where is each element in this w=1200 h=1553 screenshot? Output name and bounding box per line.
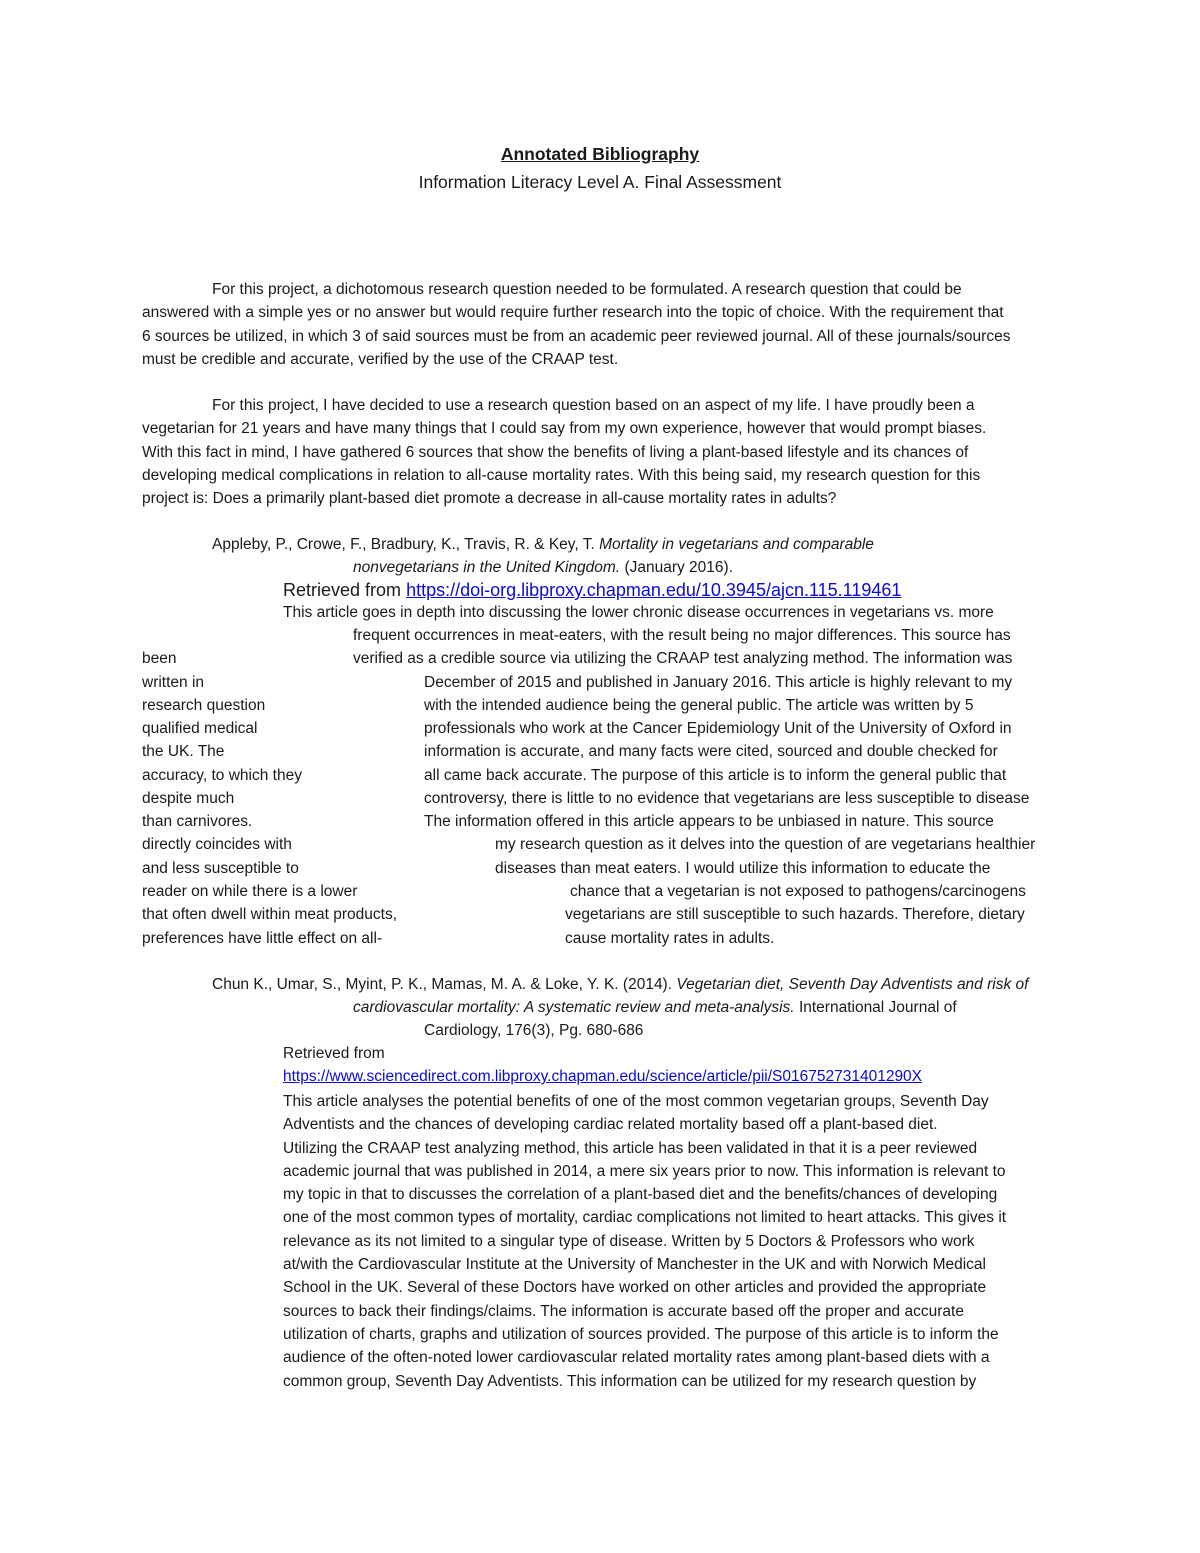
page-subtitle: Information Literacy Level A. Final Assessment: [418, 172, 782, 192]
ref1-annotation-line: December of 2015 and published in January 2016. This article is highly relevant to my: [424, 674, 1013, 691]
text-line: answered with a simple yes or no answer but would require further research into the topic of choice. With the requirement that: [142, 304, 1004, 322]
text-line: 6 sources be utilized, in which 3 of said sources must be from an academic peer reviewed journal. All of these journals/sources: [142, 327, 1011, 345]
ref1-annotation-line: verified as a credible source via utilizing the CRAAP test analyzing method. The information was: [353, 650, 1013, 667]
ref1-annotation-line: controversy, there is little to no evidence that vegetarians are less susceptible to disease: [424, 790, 1030, 807]
ref1-annotation-line: The information offered in this article appears to be unbiased in nature. This source: [424, 813, 994, 830]
ref1-citation-line-2: [353, 557, 733, 579]
text-line: common group, Seventh Day Adventists. This information can be utilized for my research question by: [283, 1372, 977, 1390]
ref1-left-fragment: and less susceptible to: [142, 860, 299, 877]
text-line: With this fact in mind, I have gathered 6 sources that show the benefits of living a plant-based lifestyle and its chances of: [142, 443, 969, 461]
intro-paragraph-1: [142, 278, 1062, 371]
text-line: one of the most common types of mortality, cardiac complications not limited to heart attacks. This gives it: [283, 1209, 1007, 1227]
ref1-annotation-line: This article goes in depth into discussing the lower chronic disease occurrences in vegetarians vs. more: [283, 604, 994, 621]
ref1-retrieved-line: [283, 579, 901, 601]
text-line: audience of the often-noted lower cardiovascular related mortality rates among plant-based diets with a: [283, 1349, 990, 1367]
ref1-annotation-line: all came back accurate. The purpose of this article is to inform the general public that: [424, 767, 1007, 784]
ref1-url-link[interactable]: https://doi-org.libproxy.chapman.edu/10.3945/ajcn.115.119461: [406, 580, 902, 600]
ref2-journal: International Journal of: [798, 999, 957, 1016]
ref1-authors: Appleby, P., Crowe, F., Bradbury, K., Travis, R. & Key, T.: [212, 536, 595, 553]
ref2-title-a: Vegetarian diet, Seventh Day Adventists and risk of: [676, 976, 1029, 993]
ref1-left-fragment: qualified medical: [142, 720, 258, 737]
ref1-annotation-line: with the intended audience being the general public. The article was written by 5: [424, 697, 974, 714]
ref1-title-b: nonvegetarians in the United Kingdom.: [353, 559, 621, 576]
ref1-retrieved-label: Retrieved from: [283, 580, 402, 600]
ref1-left-fragment: than carnivores.: [142, 813, 253, 830]
text-line: project is: Does a primarily plant-based diet promote a decrease in all-cause mortality rates in adults?: [142, 490, 837, 508]
ref1-citation-line-1: [212, 534, 874, 556]
ref1-left-fragment: been: [142, 650, 177, 667]
ref2-url-line: [283, 1066, 922, 1088]
ref2-citation-line-1: [212, 974, 1028, 996]
text-line: relevance as its not limited to a singular type of disease. Written by 5 Doctors & Professors who work: [283, 1232, 975, 1250]
ref2-retrieved-label: Retrieved from: [283, 1045, 385, 1062]
ref1-annotation-line: frequent occurrences in meat-eaters, with the result being no major differences. This source has: [353, 627, 1011, 644]
page-title: Annotated Bibliography: [500, 144, 700, 164]
text-line: This article analyses the potential benefits of one of the most common vegetarian groups, Seventh Day: [283, 1093, 989, 1110]
text-line: sources to back their findings/claims. The information is accurate based off the proper and accurate: [283, 1302, 964, 1320]
ref1-annotation-line: chance that a vegetarian is not exposed to pathogens/carcinogens: [570, 883, 1026, 900]
ref1-left-fragment: research question: [142, 697, 266, 714]
text-line: utilization of charts, graphs and utilization of sources provided. The purpose of this article is to inform the: [283, 1325, 999, 1343]
text-line: School in the UK. Several of these Doctors have worked on other articles and provided the appropriate: [283, 1279, 987, 1297]
text-line: Utilizing the CRAAP test analyzing method, this article has been validated in that it is a peer reviewed: [283, 1139, 978, 1157]
text-line: academic journal that was published in 2014, a mere six years prior to now. This information is relevant to: [283, 1162, 1006, 1180]
text-line: developing medical complications in relation to all-cause mortality rates. With this being said, my research question for this: [142, 466, 981, 484]
text-line: must be credible and accurate, verified by the use of the CRAAP test.: [142, 350, 619, 368]
ref1-left-fragment: the UK. The: [142, 743, 225, 760]
text-line: vegetarian for 21 years and have many things that I could say from my own experience, however that would prompt biases.: [142, 420, 987, 438]
ref1-title-a: Mortality in vegetarians and comparable: [599, 536, 874, 553]
ref2-authors: Chun K., Umar, S., Myint, P. K., Mamas, M. A. & Loke, Y. K. (2014).: [212, 976, 673, 993]
ref2-title-b: cardiovascular mortality: A systematic review and meta-analysis.: [353, 999, 795, 1016]
intro-paragraph-2: [142, 394, 1062, 510]
ref2-url-link[interactable]: https://www.sciencedirect.com.libproxy.chapman.edu/science/article/pii/S016752731401290X: [283, 1068, 923, 1085]
ref1-annotation-line: my research question as it delves into the question of are vegetarians healthier: [495, 836, 1036, 853]
text-line: my topic in that to discusses the correlation of a plant-based diet and the benefits/chances of developing: [283, 1186, 998, 1204]
ref1-annotation-line: information is accurate, and many facts were cited, sourced and double checked for: [424, 743, 998, 760]
ref2-annotation: [283, 1090, 1083, 1393]
ref1-left-fragment: written in: [142, 674, 205, 691]
ref1-left-fragment: preferences have little effect on all-: [142, 930, 383, 947]
ref1-left-fragment: directly coincides with: [142, 836, 292, 853]
ref2-citation-line-2: [353, 997, 957, 1019]
text-line: at/with the Cardiovascular Institute at the University of Manchester in the UK and with Norwich Medical: [283, 1256, 986, 1274]
text-line: For this project, I have decided to use a research question based on an aspect of my life. I have proudly been a: [212, 397, 975, 414]
ref1-left-fragment: despite much: [142, 790, 235, 807]
ref1-annotation-line: diseases than meat eaters. I would utilize this information to educate the: [495, 860, 991, 877]
ref1-annotation-line: cause mortality rates in adults.: [565, 930, 775, 947]
text-line: Adventists and the chances of developing cardiac related mortality based off a plant-based diet.: [283, 1116, 938, 1134]
ref1-annotation-line: vegetarians are still susceptible to such hazards. Therefore, dietary: [565, 906, 1025, 923]
ref2-journal-line: Cardiology, 176(3), Pg. 680-686: [424, 1022, 644, 1039]
ref1-annotation-line: professionals who work at the Cancer Epidemiology Unit of the University of Oxford in: [424, 720, 1012, 737]
ref1-left-fragment: reader on while there is a lower: [142, 883, 358, 900]
ref1-left-fragment: accuracy, to which they: [142, 767, 302, 784]
ref1-left-fragment: that often dwell within meat products,: [142, 906, 398, 923]
text-line: For this project, a dichotomous research question needed to be formulated. A research question that could be: [212, 281, 962, 298]
ref1-date: (January 2016).: [624, 559, 733, 576]
